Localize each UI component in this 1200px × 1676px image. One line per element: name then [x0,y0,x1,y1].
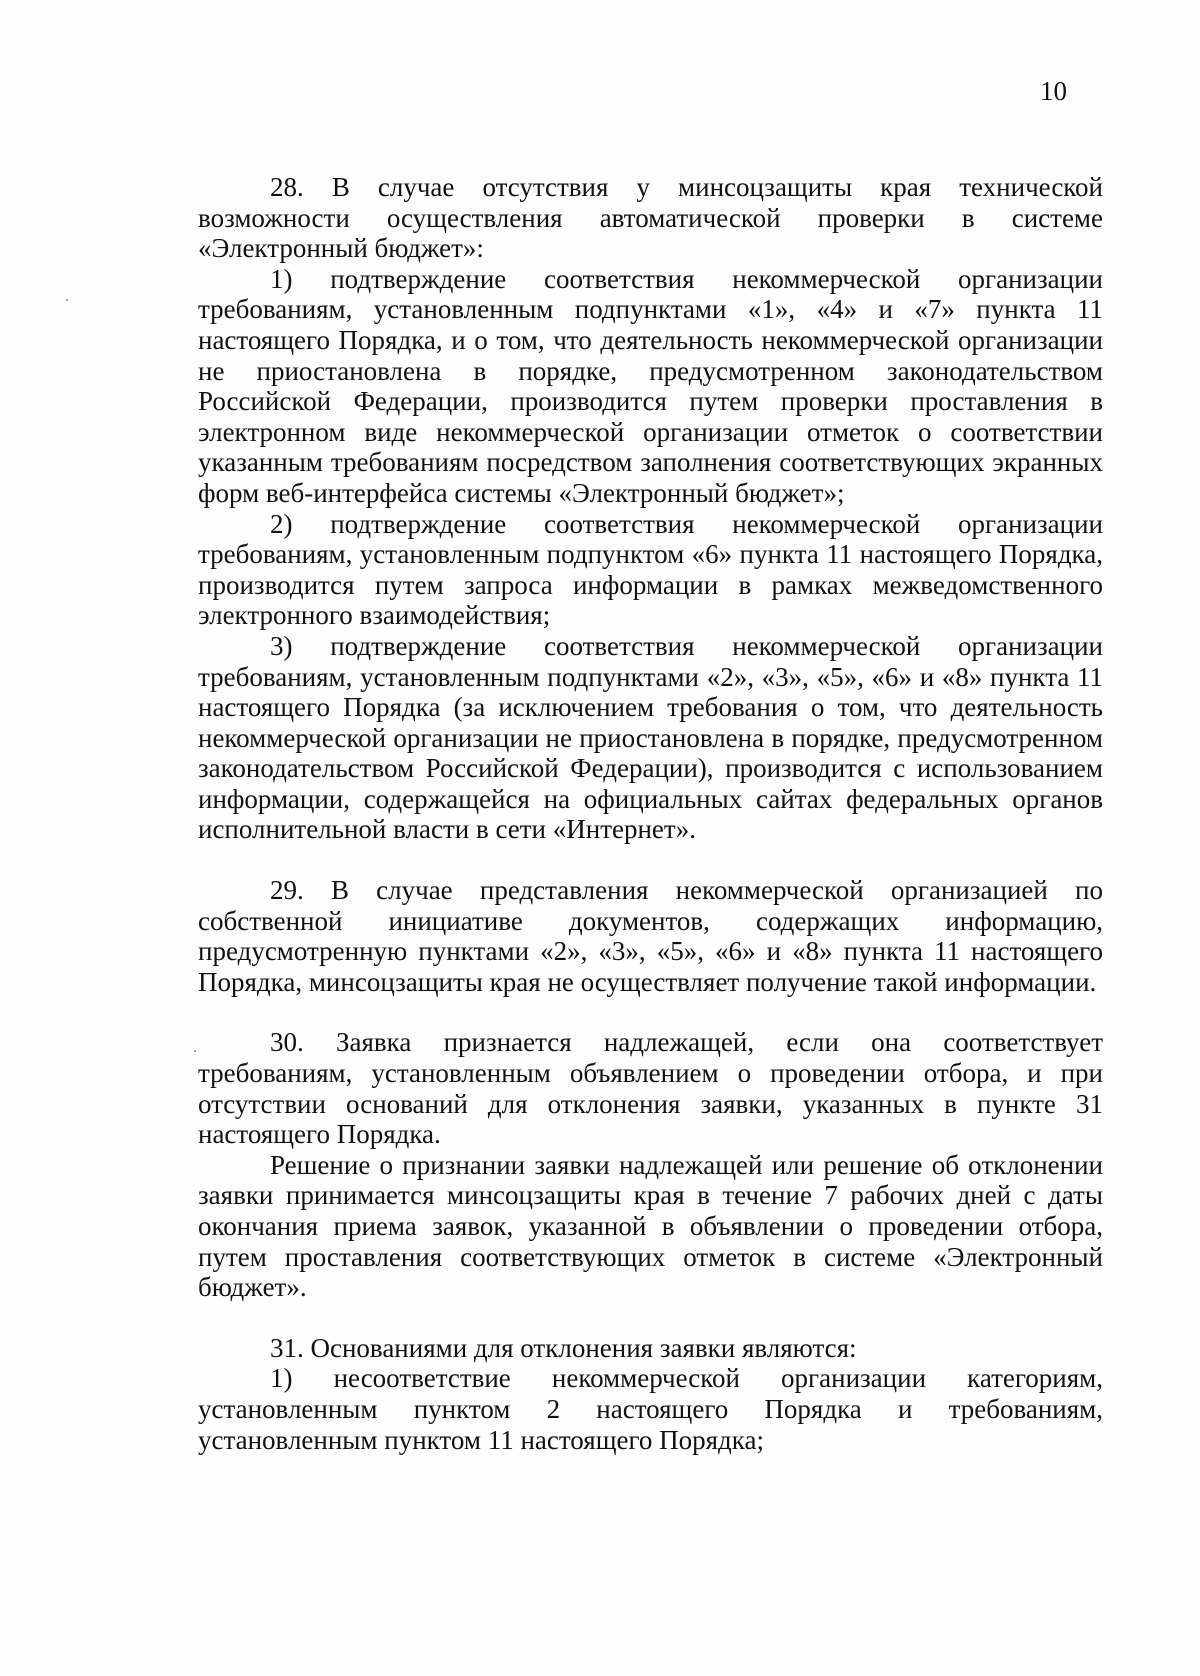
scan-speck [66,299,68,301]
paragraph-31-intro: 31. Основаниями для отклонения заявки являются: [270,1332,857,1363]
paragraph-28-item-3: 3) подтверждение соответствия некоммерческой организации требованиям, установленным подпунктами «2», «3», «5», «6» и «8» пункта 11 настоящего Порядка (за исключением требования о том, что деятельность некоммерческой организации не приостановлена в порядке, предусмотренном законодательством Российской Федерации), производится с использованием информации, содержащейся на официальных сайтах федеральных органов исполнительной власти в сети «Интернет». [198,630,1103,845]
paragraph-30-decision: Решение о признании заявки надлежащей или решение об отклонении заявки принимается минсоцзащиты края в течение 7 рабочих дней с даты окончания приема заявок, указанной в объявлении о проведении отбора, путем проставления соответствующих отметок в системе «Электронный бюджет». [198,1149,1103,1303]
paragraph-31-item-1: 1) несоответствие некоммерческой организации категориям, установленным пунктом 2 настоящего Порядка и требованиям, установленным пунктом 11 настоящего Порядка; [198,1363,1103,1455]
page-number: 10 [1040,76,1067,106]
paragraph-28-item-2: 2) подтверждение соответствия некоммерческой организации требованиям, установленным подпунктом «6» пункта 11 настоящего Порядка, производится путем запроса информации в рамках межведомственного электронного взаимодействия; [198,508,1103,631]
paragraph-28-intro: 28. В случае отсутствия у минсоцзащиты края технической возможности осуществления автоматической проверки в системе «Электронный бюджет»: [198,172,1103,264]
scan-speck [194,1050,196,1052]
paragraph-gap [198,1303,1103,1333]
paragraph-29: 29. В случае представления некоммерческой организацией по собственной инициативе документов, содержащих информацию, предусмотренную пунктами «2», «3», «5», «6» и «8» пункта 11 настоящего Порядка, минсоцзащиты края не осуществляет получение такой информации. [198,875,1103,997]
paragraph-28-item-1: 1) подтверждение соответствия некоммерческой организации требованиям, установленным подпунктами «1», «4» и «7» пункта 11 настоящего Порядка, и о том, что деятельность некоммерческой организации не приостановлена в порядке, предусмотренном законодательством Российской Федерации, производится путем проверки проставления в электронном виде некоммерческой организации отметок о соответствии указанным требованиям посредством заполнения соответствующих экранных форм веб-интерфейса системы «Электронный бюджет»; [198,263,1103,508]
paragraph-30: 30. Заявка признается надлежащей, если она соответствует требованиям, установленным объявлением о проведении отбора, и при отсутствии оснований для отклонения заявки, указанных в пункте 31 настоящего Порядка. [198,1027,1103,1150]
paragraph-gap [198,845,1103,875]
paragraph-gap [198,997,1103,1027]
document-body [198,172,1103,1455]
